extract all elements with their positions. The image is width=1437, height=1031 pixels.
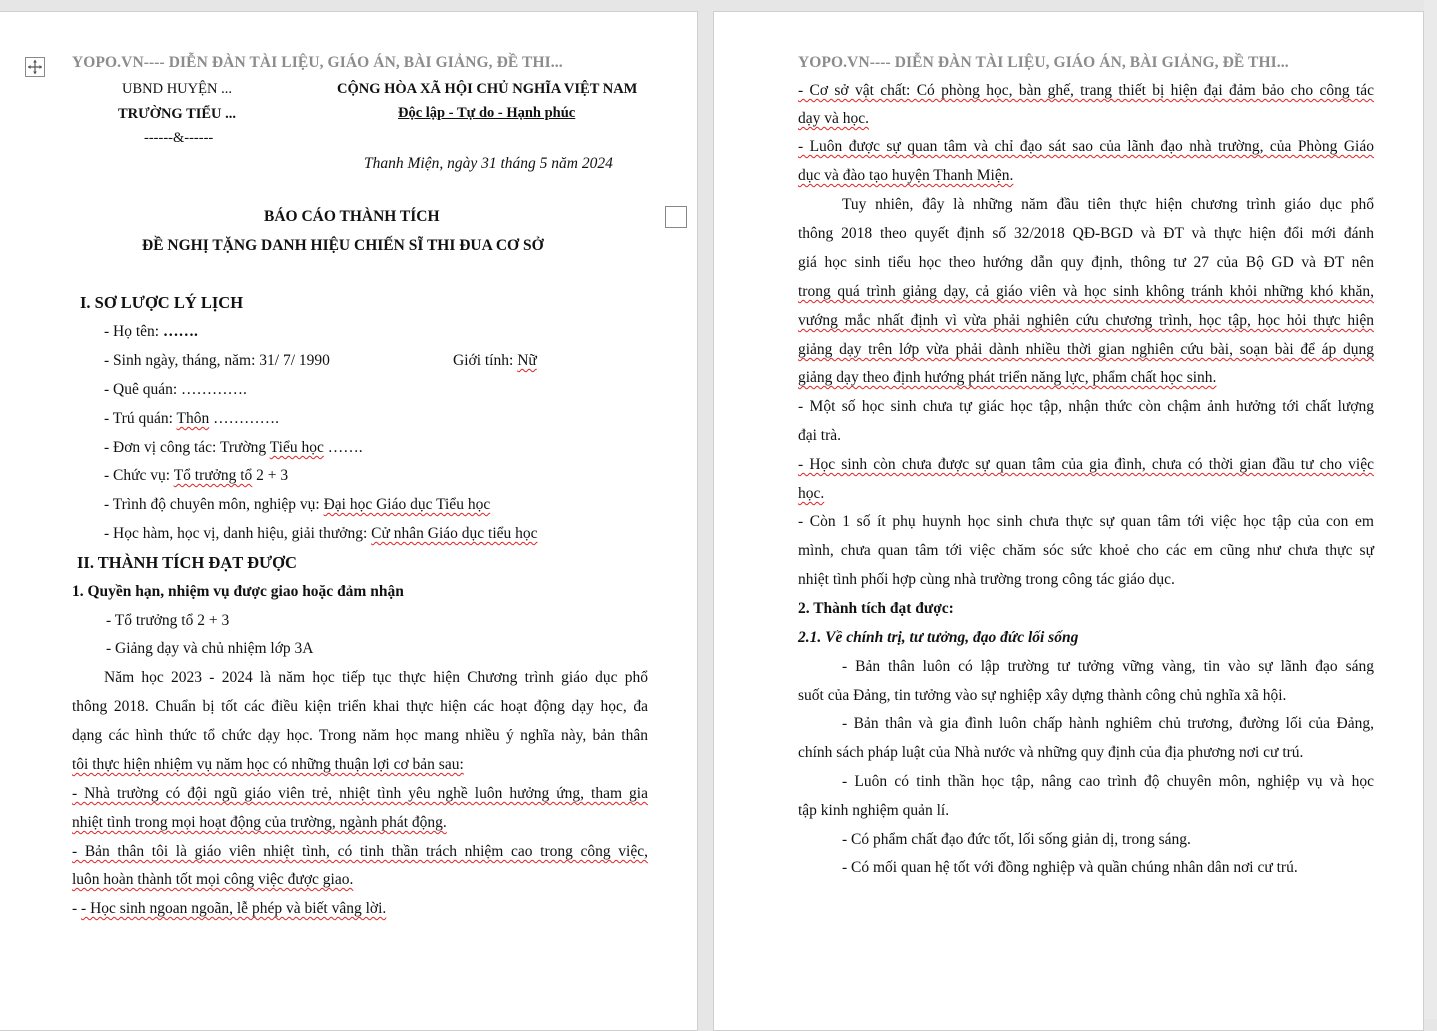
info-dob: - Sinh ngày, tháng, năm: 31/ 7/ 1990 xyxy=(104,352,330,369)
report-subtitle: ĐỀ NGHỊ TẶNG DANH HIỆU CHIẾN SĨ THI ĐUA CƠ SỞ xyxy=(142,237,544,254)
info-workplace: - Đơn vị công tác: Trường Tiểu học ……. xyxy=(104,439,363,456)
paragraph-line: - Có mối quan hệ tốt với đồng nghiệp và quần chúng nhân dân nơi cư trú. xyxy=(842,859,1298,876)
paragraph-line: suốt của Đảng, tin tưởng vào sự nghiệp xây dựng thành công chủ nghĩa xã hội. xyxy=(798,687,1287,704)
org-divider: ------&------ xyxy=(144,130,214,146)
paragraph-line: Tuy nhiên, đây là những năm đầu tiên thực hiện chương trình giáo dục phổ xyxy=(842,196,1374,213)
paragraph-line: - Luôn được sự quan tâm và chỉ đạo sát sao của lãnh đạo nhà trường, của Phòng Giáo xyxy=(798,138,1374,155)
table-move-handle-icon[interactable] xyxy=(25,57,45,77)
report-title: BÁO CÁO THÀNH TÍCH xyxy=(264,208,440,225)
info-gender: Giới tính: Nữ xyxy=(453,352,537,369)
paragraph-line: giảng dạy trên lớp vừa phải dành nhiều thời gian nghiên cứu bài, soạn bài để áp dụng xyxy=(798,341,1374,358)
info-hometown: - Quê quán: …………. xyxy=(104,381,247,398)
paragraph-line: tập kinh nghiệm quản lí. xyxy=(798,802,950,819)
info-residence: - Trú quán: Thôn …………. xyxy=(104,410,279,427)
paragraph-line: dạy và học. xyxy=(798,110,870,127)
paragraph-line: giảng dạy theo định hướng phát triển năng lực, phẩm chất học sinh. xyxy=(798,369,1217,386)
paragraph-line: - Có phẩm chất đạo đức tốt, lối sống giản dị, trong sáng. xyxy=(842,831,1191,848)
page-header: YOPO.VN---- DIỄN ĐÀN TÀI LIỆU, GIÁO ÁN, BÀI GIẢNG, ĐỀ THI... xyxy=(798,54,1289,71)
paragraph-line: trong quá trình giảng dạy, cả giáo viên và học sinh không tránh khỏi những khó khăn, xyxy=(798,283,1374,300)
subsection-heading-1: 1. Quyền hạn, nhiệm vụ được giao hoặc đảm nhận xyxy=(72,583,404,600)
paragraph-line: luôn hoàn thành tốt mọi công việc được giao. xyxy=(72,871,354,888)
paragraph-line: - Bản thân tôi là giáo viên nhiệt tình, có tinh thần trách nhiệm cao trong công việc, xyxy=(72,843,648,860)
org-district: UBND HUYỆN ... xyxy=(122,81,232,97)
document-date: Thanh Miện, ngày 31 tháng 5 năm 2024 xyxy=(364,155,613,172)
paragraph-line: - Học sinh còn chưa được sự quan tâm của gia đình, chưa có thời gian đầu tư cho việc xyxy=(798,456,1374,473)
info-degree: - Học hàm, học vị, danh hiệu, giải thưởng: Cử nhân Giáo dục tiểu học xyxy=(104,525,538,542)
page-header: YOPO.VN---- DIỄN ĐÀN TÀI LIỆU, GIÁO ÁN, BÀI GIẢNG, ĐỀ THI... xyxy=(72,54,563,71)
info-qualification: - Trình độ chuyên môn, nghiệp vụ: Đại học Giáo dục Tiểu học xyxy=(104,496,491,513)
paragraph-line: nhiệt tình phối hợp cùng nhà trường trong công tác giáo dục. xyxy=(798,571,1175,588)
paragraph-line: mình, chưa quan tâm tới việc chăm sóc sức khoẻ cho các em cũng như chưa thực sự xyxy=(798,542,1374,559)
subsection-heading-2-1: 2.1. Về chính trị, tư tưởng, đạo đức lối sống xyxy=(798,629,1079,646)
paragraph-line: - - Học sinh ngoan ngoãn, lễ phép và biết vâng lời. xyxy=(72,900,387,917)
paragraph-line: chính sách pháp luật của Nhà nước và những quy định của địa phương nơi cư trú. xyxy=(798,744,1304,761)
section-heading-2: II. THÀNH TÍCH ĐẠT ĐƯỢC xyxy=(77,553,297,572)
paragraph-line: nhiệt tình trong mọi hoạt động của trường, ngành phát động. xyxy=(72,814,447,831)
paragraph-line: - Luôn có tinh thần học tập, nâng cao trình độ chuyên môn, nghiệp vụ và học xyxy=(842,773,1374,790)
duty-item-1: - Tổ trưởng tổ 2 + 3 xyxy=(106,612,230,629)
nation-title: CỘNG HÒA XÃ HỘI CHỦ NGHĨA VIỆT NAM xyxy=(337,81,638,97)
subsection-heading-2: 2. Thành tích đạt được: xyxy=(798,600,954,617)
paragraph-line: thông 2018. Chuẩn bị tốt các điều kiện triển khai thực hiện các hoạt động dạy học, đa xyxy=(72,698,648,715)
paragraph-line: - Còn 1 số ít phụ huynh học sinh chưa thực sự quan tâm tới việc học tập của con em xyxy=(798,513,1374,530)
paragraph-line: - Bản thân và gia đình luôn chấp hành nghiêm chủ trương, đường lối của Đảng, xyxy=(842,715,1374,732)
content-control-checkbox[interactable] xyxy=(665,206,687,228)
paragraph-line: học. xyxy=(798,485,825,502)
paragraph-line: đại trà. xyxy=(798,427,842,444)
info-position: - Chức vụ: Tổ trưởng tổ 2 + 3 xyxy=(104,467,289,484)
paragraph-line: dạng các hình thức tổ chức dạy học. Trong năm học mang nhiều ý nghĩa này, bản thân xyxy=(72,727,648,744)
info-name: - Họ tên: ……. xyxy=(104,323,198,340)
paragraph-line: - Bản thân luôn có lập trường tư tưởng vững vàng, tin vào sự lãnh đạo sáng xyxy=(842,658,1374,675)
paragraph-line: vướng mắc nhất định vì vừa phải nghiên cứu chương trình, học tập, học hỏi thực hiện xyxy=(798,312,1374,329)
scrollbar[interactable] xyxy=(1424,0,1437,1019)
paragraph-line: - Cơ sở vật chất: Có phòng học, bàn ghế, trang thiết bị hiện đại đảm bảo cho công tác xyxy=(798,82,1374,99)
duty-item-2: - Giảng dạy và chủ nhiệm lớp 3A xyxy=(106,640,314,657)
paragraph-line: dục và đào tạo huyện Thanh Miện. xyxy=(798,167,1014,184)
paragraph-line: Năm học 2023 - 2024 là năm học tiếp tục thực hiện Chương trình giáo dục phổ xyxy=(104,669,648,686)
paragraph-line: tôi thực hiện nhiệm vụ năm học có những thuận lợi cơ bản sau: xyxy=(72,756,464,773)
section-heading-1: I. SƠ LƯỢC LÝ LỊCH xyxy=(80,293,244,312)
nation-motto: Độc lập - Tự do - Hạnh phúc xyxy=(398,105,576,121)
org-school: TRƯỜNG TIỂU ... xyxy=(118,106,237,122)
paragraph-line: - Nhà trường có đội ngũ giáo viên trẻ, nhiệt tình yêu nghề luôn hưởng ứng, tham gia xyxy=(72,785,648,802)
paragraph-line: giá học sinh tiểu học theo hướng dẫn quy định, thông tư 27 của Bộ GD và ĐT nên xyxy=(798,254,1374,271)
paragraph-line: - Một số học sinh chưa tự giác học tập, nhận thức còn chậm ảnh hưởng tới chất lượng xyxy=(798,398,1374,415)
paragraph-line: thông 2018 theo quyết định số 32/2018 QĐ-BGD và ĐT và thực hiện đổi mới đánh xyxy=(798,225,1374,242)
